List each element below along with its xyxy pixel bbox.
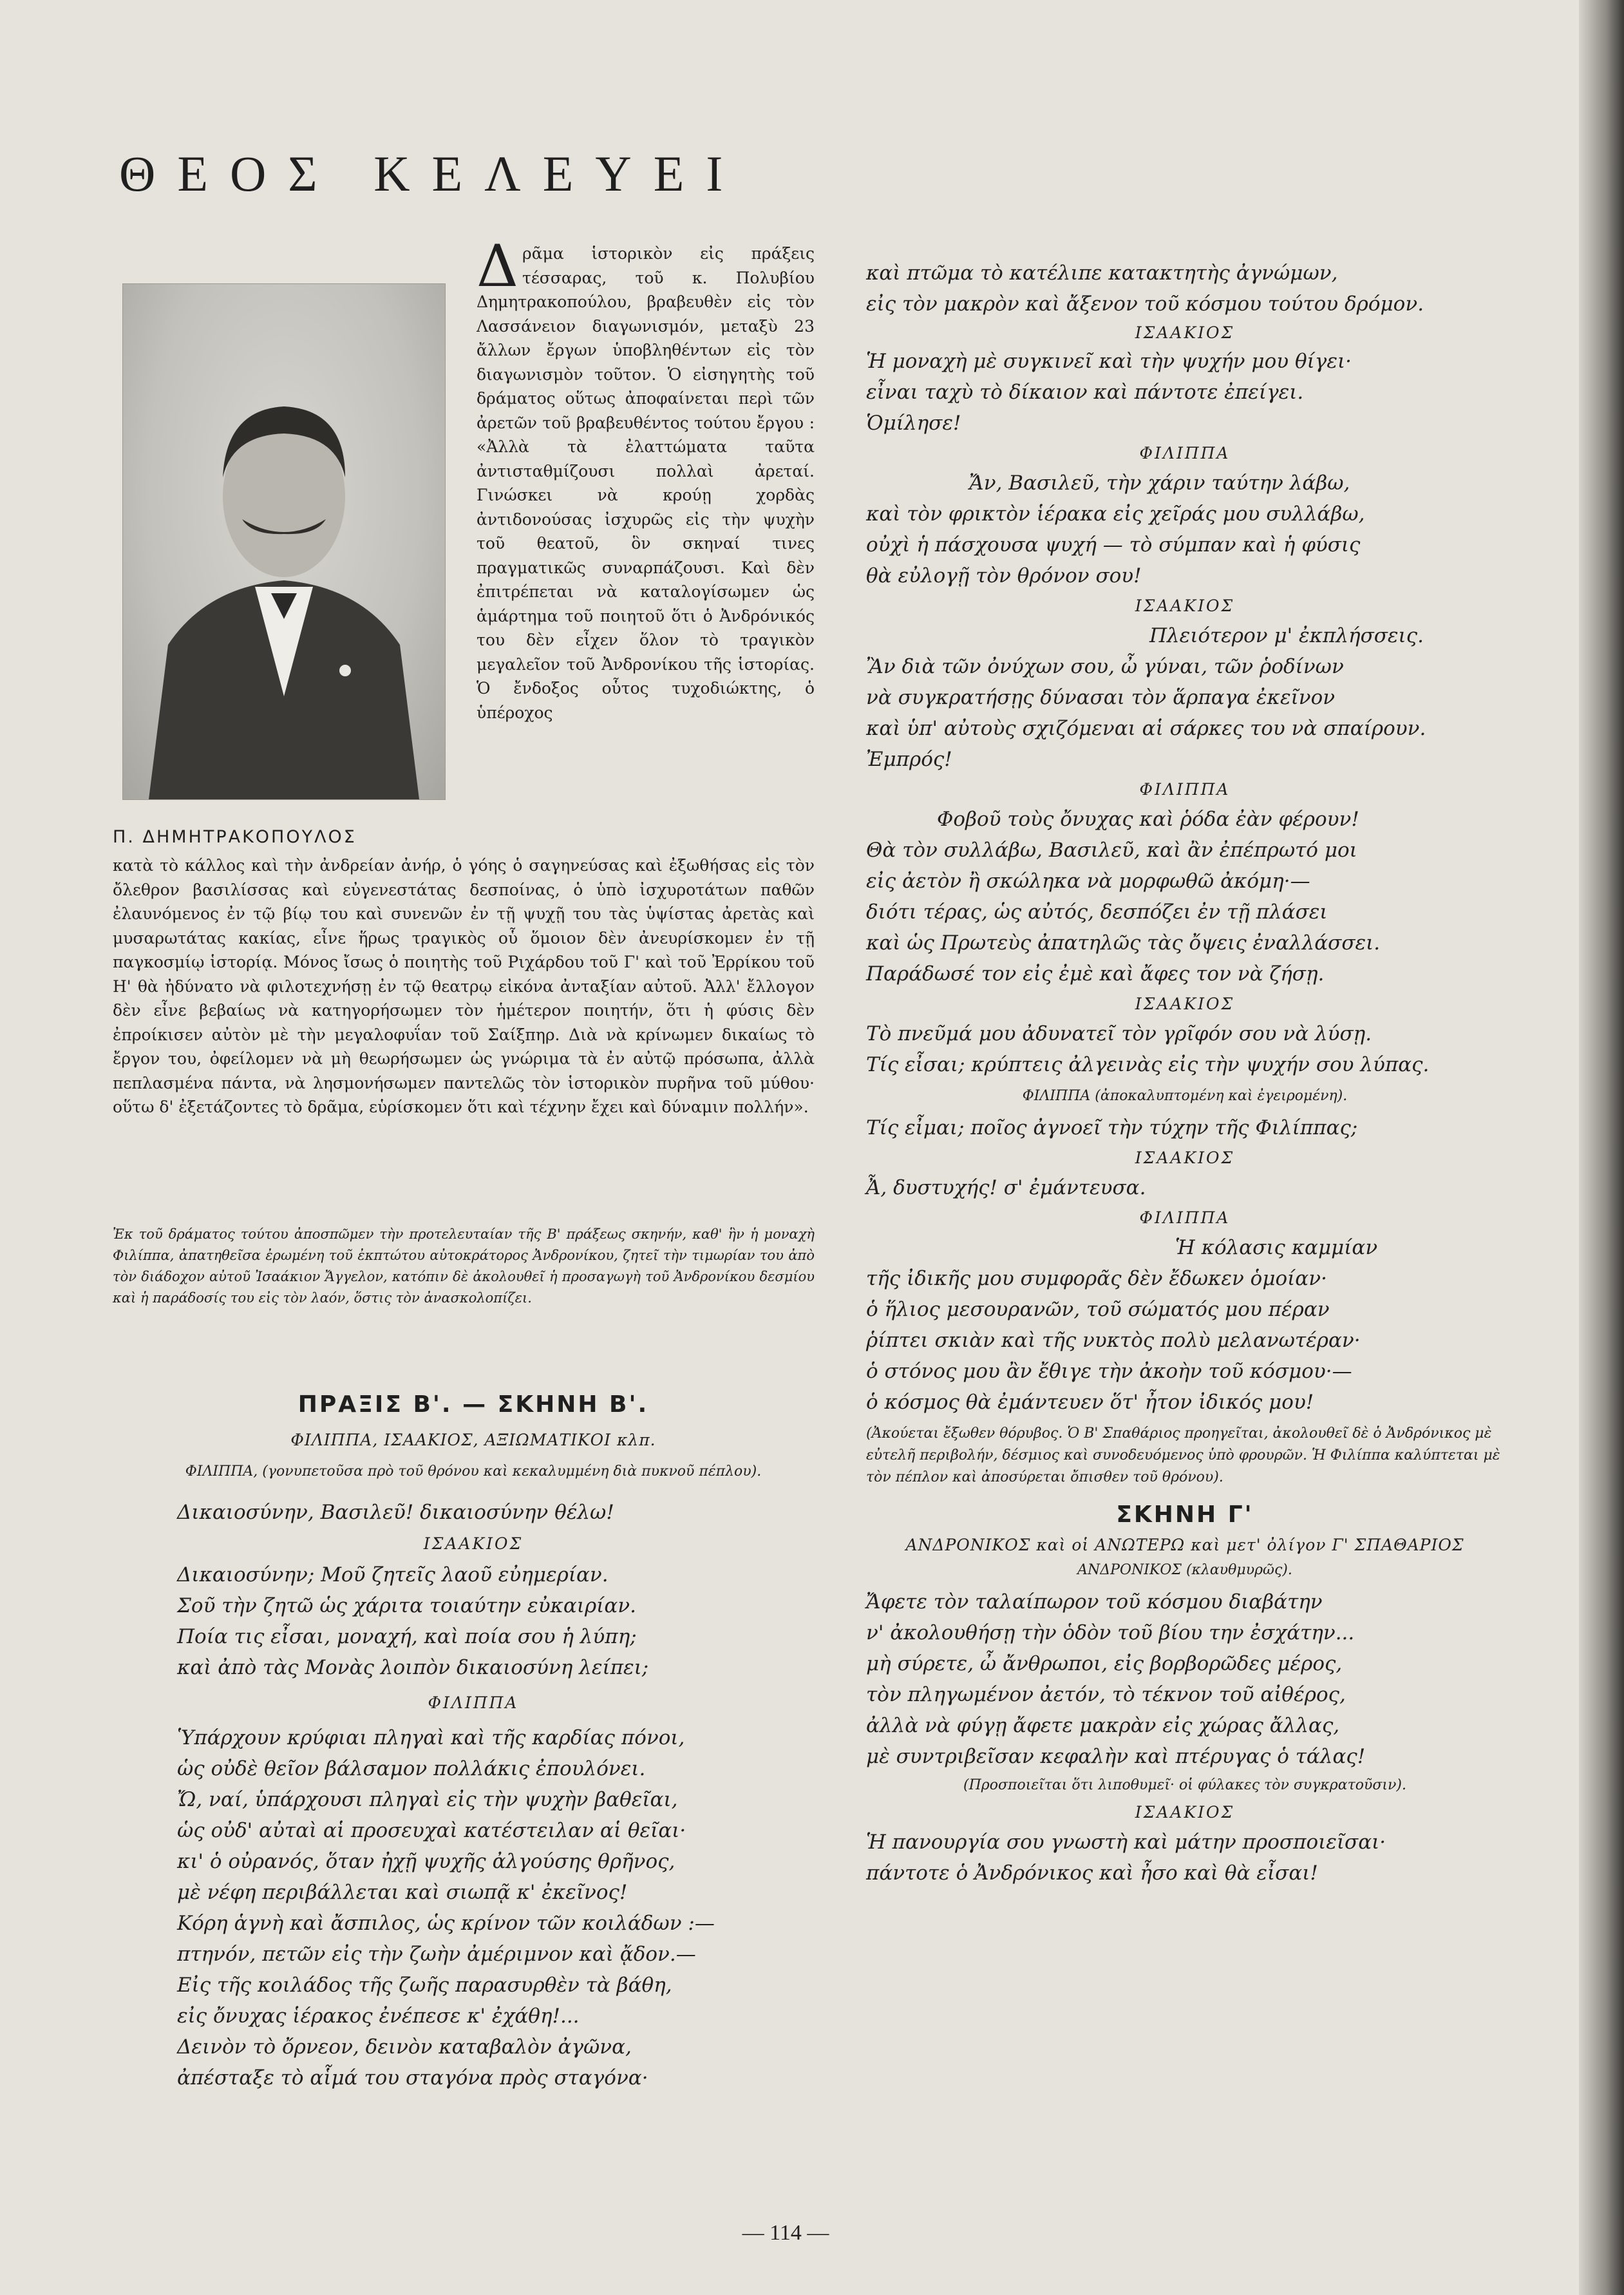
speaker-name: ΙΣΑΑΚΙΟΣ [1135, 596, 1235, 615]
verse-line: εἰς ἀετὸν ἢ σκώληκα νὰ μορφωθῶ ἀκόμη·— [866, 870, 1310, 893]
verse-line: ὁ ἥλιος μεσουρανῶν, τοῦ σώματός μου πέραν [866, 1298, 1330, 1321]
verse-line: ν' ἀκολουθήσῃ τὴν ὁδὸν τοῦ βίου την ἐσχάτην... [866, 1621, 1355, 1644]
intro-text-top: ρᾶμα ἱστορικὸν εἰς πράξεις τέσσαρας, τοῦ κ. Πολυβίου Δημητρακοπούλου, βραβευθὲν εἰς τὸν Λασσάνειον διαγωνισμόν, μεταξὺ 23 ἄλλων ἔργων ὑποβληθέντων εἰς τὸν διαγωνισμὸν τοῦτον. Ὁ εἰσηγητὴς τοῦ δράματος οὕτως ἀποφαίνεται περὶ τῶν ἀρετῶν τοῦ βραβευθέντος τούτου ἔργου : «Ἀλλὰ τὰ ἐλαττώματα ταῦτα ἀντισταθμίζουσι πολλαὶ ἀρεταί. Γινώσκει νὰ κρούῃ χορδὰς ἀντιδονούσας ἰσχυρῶς εἰς τὴν ψυχὴν τοῦ θεατοῦ, ὃν σκηναί τινες πραγματικῶς συναρπάζουσι. Καὶ δὲν ἐπιτρέπεται νὰ καταλογίσωμεν ὡς ἁμάρτημα τοῦ ποιητοῦ ὅτι ὁ Ἀνδρόνικός του δὲν εἶχεν ὅλον τὸ τραγικὸν μεγαλεῖον τοῦ Ἀνδρονίκου τῆς ἱστορίας. Ὁ ἔνδοξος οὗτος τυχοδιώκτης, ὁ ὑπέροχος [477, 244, 815, 722]
verse-line: Ἡ κόλασις καμμίαν [1175, 1236, 1378, 1259]
verse-line: κι' ὁ οὐρανός, ὅταν ἠχῇ ψυχῆς ἀλγούσης θρῆνος, [177, 1850, 675, 1873]
verse-line: Δικαιοσύνην, Βασιλεῦ! δικαιοσύνην θέλω! [177, 1501, 614, 1524]
page-title: ΘΕΟΣ ΚΕΛΕΥΕΙ [119, 146, 745, 202]
verse-line: ὡς οὐδὲ θεῖον βάλσαμον πολλάκις ἐπουλόνει. [177, 1757, 646, 1780]
speaker-name: ΦΙΛΙΠΠΑ [1139, 1208, 1231, 1227]
speaker-name: ΙΣΑΑΚΙΟΣ [1135, 323, 1235, 342]
verse-line: Ποία τις εἶσαι, μοναχή, καὶ ποία σου ἡ λύπη; [177, 1625, 637, 1648]
verse-line: καὶ τὸν φρικτὸν ἱέρακα εἰς χεῖράς μου συλλάβω, [866, 502, 1365, 526]
verse-line: καὶ ὡς Πρωτεὺς ἀπατηλῶς τὰς ὄψεις ἐναλλάσσει. [866, 931, 1381, 955]
verse-line: Ἄν, Βασιλεῦ, τὴν χάριν ταύτην λάβω, [969, 471, 1350, 495]
verse-line: πτηνόν, πετῶν εἰς τὴν ζωὴν ἀμέριμνον καὶ ᾄδον.— [177, 1943, 696, 1966]
verse-line: ἀπέσταξε τὸ αἷμά του σταγόνα πρὸς σταγόνα· [177, 2066, 648, 2090]
verse-line: Τίς εἶσαι; κρύπτεις ἀλγεινὰς εἰς τὴν ψυχήν σου λύπας. [866, 1053, 1430, 1076]
verse-line: Ἄφετε τὸν ταλαίπωρον τοῦ κόσμου διαβάτην [866, 1590, 1323, 1614]
verse-line: Δεινὸν τὸ ὄρνεον, δεινὸν καταβαλὸν ἀγῶνα, [177, 2035, 632, 2059]
verse-line: καὶ ἀπὸ τὰς Μονὰς λοιπὸν δικαιοσύνη λείπει; [177, 1656, 649, 1679]
verse-line: ἀλλὰ νὰ φύγῃ ἄφετε μακρὰν εἰς χώρας ἄλλας, [866, 1714, 1340, 1737]
verse-line: Ἡ μοναχὴ μὲ συγκινεῖ καὶ τὴν ψυχήν μου θίγει· [866, 350, 1352, 373]
speaker-name: ΙΣΑΑΚΙΟΣ [1135, 1148, 1235, 1167]
verse-line: Ὤ, ναί, ὑπάρχουσι πληγαὶ εἰς τὴν ψυχὴν βαθεῖαι, [177, 1788, 678, 1811]
scene-heading: ΣΚΗΝΗ Γ' [1116, 1501, 1254, 1528]
speaker-direction: ΦΙΛΙΠΠΑ (ἀποκαλυπτομένη καὶ ἐγειρομένη). [1022, 1088, 1348, 1104]
verse-line: Παράδωσέ τον εἰς ἐμὲ καὶ ἄφες τον νὰ ζήσῃ. [866, 962, 1325, 986]
speaker-name: ΦΙΛΙΠΠΑ [1139, 444, 1231, 462]
intro-paragraph-top [477, 233, 815, 725]
verse-line: Ἆ, δυστυχής! σ' ἐμάντευσα. [866, 1176, 1146, 1199]
verse-line: Πλειότερον μ' ἐκπλήσσεις. [1149, 624, 1424, 647]
speaker-direction: ΑΝΔΡΟΝΙΚΟΣ (κλαυθμυρῶς). [1077, 1562, 1292, 1578]
verse-line: τῆς ἰδικῆς μου συμφορᾶς δὲν ἔδωκεν ὁμοίαν· [866, 1267, 1327, 1290]
verse-line: νὰ συγκρατήσῃς δύνασαι τὸν ἅρπαγα ἐκεῖνον [866, 686, 1336, 709]
author-portrait-image [122, 283, 446, 800]
scene-summary: Ἐκ τοῦ δράματος τούτου ἀποσπῶμεν τὴν προτελευταίαν τῆς Β' πράξεως σκηνήν, καθ' ἣν ἡ μοναχὴ Φιλίππα, ἀπατηθεῖσα ἐρωμένη τοῦ ἐκπτώτου αὐτοκράτορος Ἀνδρονίκου, ζητεῖ τὴν τιμωρίαν του ἀπὸ τὸν διάδοχον αὐτοῦ Ἰσαάκιον Ἄγγελον, κατόπιν δὲ ἀκολουθεῖ ἡ προσαγωγὴ τοῦ Ἀνδρονίκου δεσμίου καὶ ἡ παράδοσίς του εἰς τὸν λαόν, ὅστις τὸν ἀνασκολοπίζει. [113, 1226, 815, 1306]
speaker-name: ΙΣΑΑΚΙΟΣ [1135, 995, 1235, 1013]
verse-line: Εἰς τῆς κοιλάδος τῆς ζωῆς παρασυρθὲν τὰ βάθη, [177, 1974, 672, 1997]
verse-line: Τὸ πνεῦμά μου ἀδυνατεῖ τὸν γρῖφόν σου νὰ λύσῃ. [866, 1022, 1372, 1045]
drama-column-right [866, 258, 1504, 1889]
verse-line: Ὑπάρχουν κρύφιαι πληγαὶ καὶ τῆς καρδίας πόνοι, [177, 1726, 685, 1749]
speaker-name: ΦΙΛΙΠΠΑ [1139, 780, 1231, 799]
verse-line: Κόρη ἁγνὴ καὶ ἄσπιλος, ὡς κρίνον τῶν κοιλάδων :— [177, 1912, 715, 1935]
verse-line: διότι τέρας, ὡς αὐτός, δεσπόζει ἐν τῇ πλάσει [866, 900, 1328, 924]
verse-line: Δικαιοσύνην; Μοῦ ζητεῖς λαοῦ εὐημερίαν. [177, 1563, 609, 1586]
drop-cap: Δ [477, 233, 518, 300]
portrait-caption: Π. ΔΗΜΗΤΡΑΚΟΠΟΥΛΟΣ [113, 827, 357, 847]
verse-line: πάντοτε ὁ Ἀνδρόνικος καὶ ἦσο καὶ θὰ εἶσαι! [866, 1862, 1318, 1885]
speaker-name: ΦΙΛΙΠΠΑ [428, 1693, 519, 1712]
verse-line: Ἐμπρός! [866, 748, 952, 771]
speaker-name: ΙΣΑΑΚΙΟΣ [423, 1534, 524, 1553]
verse-line: Σοῦ τὴν ζητῶ ὡς χάριτα τοιαύτην εὐκαιρίαν. [177, 1594, 636, 1617]
verse-line: Ἡ πανουργία σου γνωστὴ καὶ μάτην προσποιεῖσαι· [866, 1831, 1386, 1854]
intro-paragraph-bottom: κατὰ τὸ κάλλος καὶ τὴν ἀνδρείαν ἀνήρ, ὁ γόης ὁ σαγηνεύσας καὶ ἐξωθήσας εἰς τὸν ὄλεθρον βασιλίσσας καὶ εὐγενεστάτας δεσποίνας, ὁ ὑπὸ ἰσχυροτάτων παθῶν ἐλαυνόμενος ἐν τῷ βίῳ του καὶ συνενῶν ἐν τῇ ψυχῇ του τὰς ὑψίστας ἀρετὰς καὶ μυσαρωτάτας κακίας, εἶνε ἥρως τραγικὸς οὗ ὅμοιον δὲν ἀνευρίσκομεν ἐν τῇ παγκοσμίῳ ἱστορίᾳ. Μόνος ἴσως ὁ ποιητὴς τοῦ Ριχάρδου τοῦ Γ' καὶ τοῦ Ἐρρίκου τοῦ Η' θὰ ἠδύνατο νὰ φιλοτεχνήσῃ ἐν τῷ θεατρῳ εἰκόνα ἀνταξίαν αὐτοῦ. Ἀλλ' ἔλλογον δὲν εἶνε βεβαίως νὰ κατηγορήσωμεν τὸν ἡμέτερον ποιητήν, ὅτι ἡ φύσις δὲν ἐπροίκισεν αὐτὸν μὲ τὴν μεγαλοφυΐαν τοῦ Σαίξπηρ. Διὰ νὰ κρίνωμεν δικαίως τὸ ἔργον του, ὀφείλομεν νὰ μὴ θεωρήσωμεν ὡς γνώριμα τὰ ἐν αὐτῷ πρόσωπα, ἀλλὰ πεπλασμένα πάντα, νὰ λησμονήσωμεν παντελῶς τὸν ἱστορικὸν πυρῆνα τοῦ μύθου· οὕτω δ' ἐξετάζοντες τὸ δρᾶμα, εὑρίσκομεν ὅτι καὶ τέχνην ἔχει καὶ δύναμιν πολλήν». [113, 856, 815, 1116]
verse-line: Φοβοῦ τοὺς ὄνυχας καὶ ῥόδα ἐὰν φέρουν! [937, 808, 1359, 831]
drama-column-left [132, 1391, 815, 2093]
verse-line: εἰς ὄνυχας ἱέρακος ἐνέπεσε κ' ἐχάθη!... [177, 2005, 580, 2028]
verse-line: τὸν πληγωμένον ἀετόν, τὸ τέκνον τοῦ αἰθέρος, [866, 1683, 1346, 1706]
verse-line: καὶ πτῶμα τὸ κατέλιπε κατακτητὴς ἀγνώμων, [866, 262, 1338, 285]
verse-line: Ὁμίλησε! [866, 412, 961, 435]
verse-line: μὲ νέφη περιβάλλεται καὶ σιωπᾷ κ' ἐκεῖνος! [177, 1881, 628, 1904]
speaker-name: ΙΣΑΑΚΙΟΣ [1135, 1803, 1235, 1822]
verse-line: εἶναι ταχὺ τὸ δίκαιον καὶ πάντοτε ἐπείγει. [866, 381, 1304, 404]
stage-direction: (Προσποιεῖται ὅτι λιποθυμεῖ· οἱ φύλακες τὸν συγκρατοῦσιν). [963, 1777, 1406, 1793]
cast-list: ΦΙΛΙΠΠΑ, ΙΣΑΑΚΙΟΣ, ΑΞΙΩΜΑΤΙΚΟΙ κλπ. [290, 1431, 656, 1449]
page-number: — 114 — [742, 2221, 829, 2245]
verse-line: Θὰ τὸν συλλάβω, Βασιλεῦ, καὶ ἂν ἐπέπρωτό μοι [866, 839, 1357, 862]
verse-line: καὶ ὑπ' αὐτοὺς σχιζόμεναι αἱ σάρκες του νὰ σπαίρουν. [866, 717, 1426, 740]
act-scene-heading: ΠΡΑΞΙΣ Β'. — ΣΚΗΝΗ Β'. [297, 1391, 649, 1418]
verse-line: μὴ σύρετε, ὦ ἄνθρωποι, εἰς βορβορῶδες μέρος, [866, 1652, 1343, 1675]
verse-line: ὡς οὐδ' αὐταὶ αἱ προσευχαὶ κατέστειλαν αἱ θεῖαι· [177, 1819, 686, 1842]
verse-line: Ἂν διὰ τῶν ὀνύχων σου, ὦ γύναι, τῶν ῥοδίνων [866, 655, 1344, 678]
intro-text-column [477, 233, 815, 725]
verse-line: εἰς τὸν μακρὸν καὶ ἄξενον τοῦ κόσμου τούτου δρόμον. [866, 292, 1424, 316]
cast-list: ΑΝΔΡΟΝΙΚΟΣ καὶ οἱ ΑΝΩΤΕΡΩ καὶ μετ' ὀλίγον Γ' ΣΠΑΘΑΡΙΟΣ [905, 1536, 1464, 1554]
verse-line: οὐχὶ ἡ πάσχουσα ψυχή — τὸ σύμπαν καὶ ἡ φύσις [866, 533, 1361, 557]
page-binding-shadow [1579, 0, 1624, 2295]
stage-direction: ΦΙΛΙΠΠΑ, (γονυπετοῦσα πρὸ τοῦ θρόνου καὶ κεκαλυμμένη διὰ πυκνοῦ πέπλου). [185, 1463, 762, 1480]
stage-direction: (Ἀκούεται ἔξωθεν θόρυβος. Ὁ Β' Σπαθάριος προηγεῖται, ἀκολουθεῖ δὲ ὁ Ἀνδρόνικος μὲ εὐτελῆ περιβολήν, δέσμιος καὶ συνοδευόμενος ὑπὸ φρουρῶν. Ἡ Φιλίππα καλύπτεται μὲ τὸν πέπλον καὶ ἀποσύρεται ὄπισθεν τοῦ θρόνου). [866, 1425, 1500, 1485]
portrait-block [113, 283, 454, 847]
verse-line: θὰ εὐλογῇ τὸν θρόνον σου! [866, 564, 1142, 587]
verse-line: ὁ κόσμος θὰ ἐμάντευεν ὅτ' ἦτον ἰδικός μου! [866, 1391, 1314, 1414]
verse-line: ὁ στόνος μου ἂν ἔθιγε τὴν ἀκοὴν τοῦ κόσμου·— [866, 1360, 1352, 1383]
portrait-figure [123, 284, 445, 799]
verse-line: μὲ συντριβεῖσαν κεφαλὴν καὶ πτέρυγας ὁ τάλας! [866, 1745, 1366, 1768]
verse-line: ῥίπτει σκιὰν καὶ τῆς νυκτὸς πολὺ μελανωτέραν· [866, 1329, 1361, 1352]
verse-line: Τίς εἶμαι; ποῖος ἀγνοεῖ τὴν τύχην τῆς Φιλίππας; [866, 1116, 1358, 1139]
